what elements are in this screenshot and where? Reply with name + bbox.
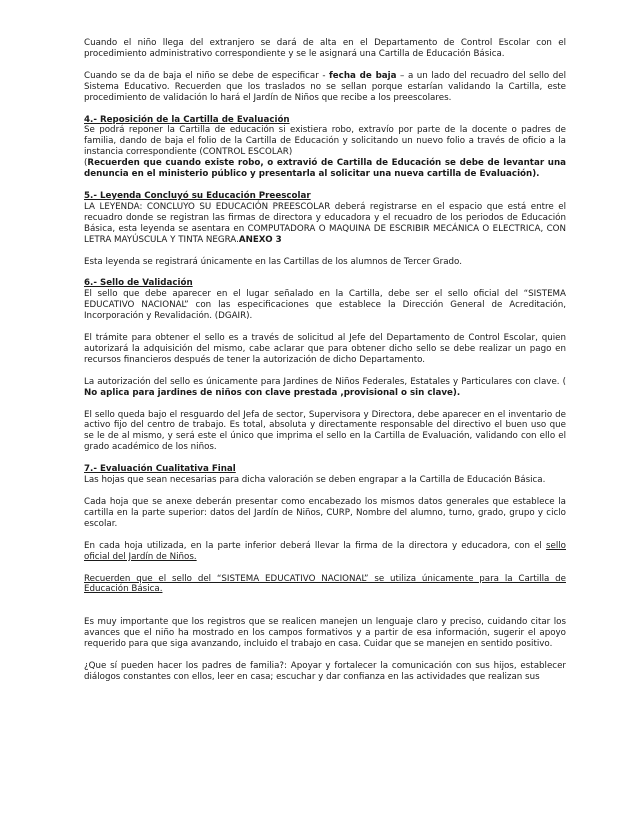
paragraph-important: Es muy importante que los registros que se realicen manejen un lenguaje claro y preciso, cuidando citar los avances que el niño ha mostrado en los campos formativos y a partir de esa información, sugerir el apoyo requerido para que siga avanzando, incluido el trabajo en casa. Cuidar que se manejen en sentido positivo. [84,617,566,650]
paragraph-foreign-child: Cuando el niño llega del extranjero se dará de alta en el Departamento de Control Escolar con el procedimiento administrativo correspondiente y se le asignará una Cartilla de Educación Básica. [84,38,566,59]
withdrawal-date-bold: fecha de baja [329,70,397,81]
section-6-text-3a: La autorización del sello es únicamente para Jardines de Niños Federales, Estatales y Particulares con clave. ( [84,376,566,387]
section-7-seal-underlined: sello oficial del Jardín de Niños. [84,540,566,562]
section-6-heading: 6.- Sello de Validación [84,278,193,289]
section-4-heading: 4.- Reposición de la Cartilla de Evaluación [84,114,290,125]
section-5-text [84,202,566,246]
section-5-note: Esta leyenda se registrará únicamente en las Cartillas de los alumnos de Tercer Grado. [84,256,462,267]
section-7-heading: 7.- Evaluación Cualitativa Final [84,464,236,475]
section-7-text-1: Las hojas que sean necesarias para dicha valoración se deben engrapar a la Cartilla de Educación Básica. [84,475,546,486]
section-6-text-4: El sello queda bajo el resguardo del Jefa de sector, Supervisora y Directora, debe aparecer en el inventario de activo fijo del centro de trabajo. Es total, absoluta y directamente responsable del directivo el buen uso que se le de al mismo, y será este el único que imprima el sello en la Cartilla de Evaluación, validando con ello el grado académico de los niños. [84,409,566,453]
section-7-text-4: Recuerden que el sello del “SISTEMA EDUCATIVO NACIONAL” se utiliza únicamente para la Cartilla de Educación Básica. [84,573,566,595]
withdrawal-text-a: Cuando se da de baja el niño se debe de especificar - [84,70,329,81]
section-7-text-3 [84,541,566,563]
section-4-text: Se podrá reponer la Cartilla de educación si existiera robo, extravío por parte de la docente o padres de familia, dando de baja el folio de la Cartilla de Educación y solicitando un nuevo folio a través de oficio a la instancia correspondiente (CONTROL ESCOLAR) [84,125,566,158]
section-6-text-3-bold: No aplica para jardines de niños con clave prestada ,provisional o sin clave). [84,387,461,398]
section-6-text-1: El sello que debe aparecer en el lugar señalado en la Cartilla, debe ser el sello oficial del “SISTEMA EDUCATIVO NACIONAL” con las especificaciones que establece la Dirección General de Acreditación, Incorporación y Revalidación. (DGAIR). [84,289,566,322]
section-6-text-2: El trámite para obtener el sello es a través de solicitud al Jefe del Departamento de Control Escolar, quien autorizará la adquisición del mismo, cabe aclarar que para obtener dicho sello se debe realizar un pago en recursos financieros después de tener la autorización de dicho Departamento. [84,333,566,365]
section-7-text-2: Cada hoja que se anexe deberán presentar como encabezado los mismos datos generales que establece la cartilla en la parte superior: datos del Jardín de Niños, CURP, Nombre del alumno, turno, grado, grupo y ciclo escolar. [84,497,566,529]
section-7-text-3a: En cada hoja utilizada, en la parte inferior deberá llevar la firma de la directora y educadora, con el [84,540,546,551]
paragraph-withdrawal [84,71,566,104]
section-5-legend-text: LA LEYENDA: CONCLUYO SU EDUCACIÓN PREESCOLAR deberá registrarse en el espacio que está entre el recuadro donde se registran las firmas de directora y educadora y el recuadro de los periodos de Educación Básica, esta leyenda se asentara en COMPUTADORA O MAQUINA DE ESCRIBIR MECÁNICA O ELECTRICA, CON LETRA MAYÚSCULA Y TINTA NEGRA. [84,201,566,245]
withdrawal-text-b: – a un lado del recuadro del sello del Sistema Educativo. Recuerden que los traslados no se sellan porque estarían validando la Cartilla, este procedimiento de validación lo hará el Jardín de Niños que recibe a los preescolares. [84,70,566,103]
section-6-text-3 [84,377,566,399]
section-4-note-open: ( [84,158,88,169]
section-4-note [84,158,566,180]
section-5-annex: ANEXO 3 [238,234,282,245]
paragraph-parents: ¿Que sí pueden hacer los padres de familia?: Apoyar y fortalecer la comunicación con sus hijos, establecer diálogos constantes con ellos, leer en casa; escuchar y dar confianza en las actividades que realizan sus [84,661,566,682]
section-5-heading: 5.- Leyenda Concluyó su Educación Preescolar [84,190,311,201]
section-4-note-bold: Recuerden que cuando existe robo, o extravió de Cartilla de Educación se debe de levantar una denuncia en el ministerio público y presentarla al solicitar una nueva cartilla de Evaluación). [84,158,566,180]
document-page [84,38,566,683]
